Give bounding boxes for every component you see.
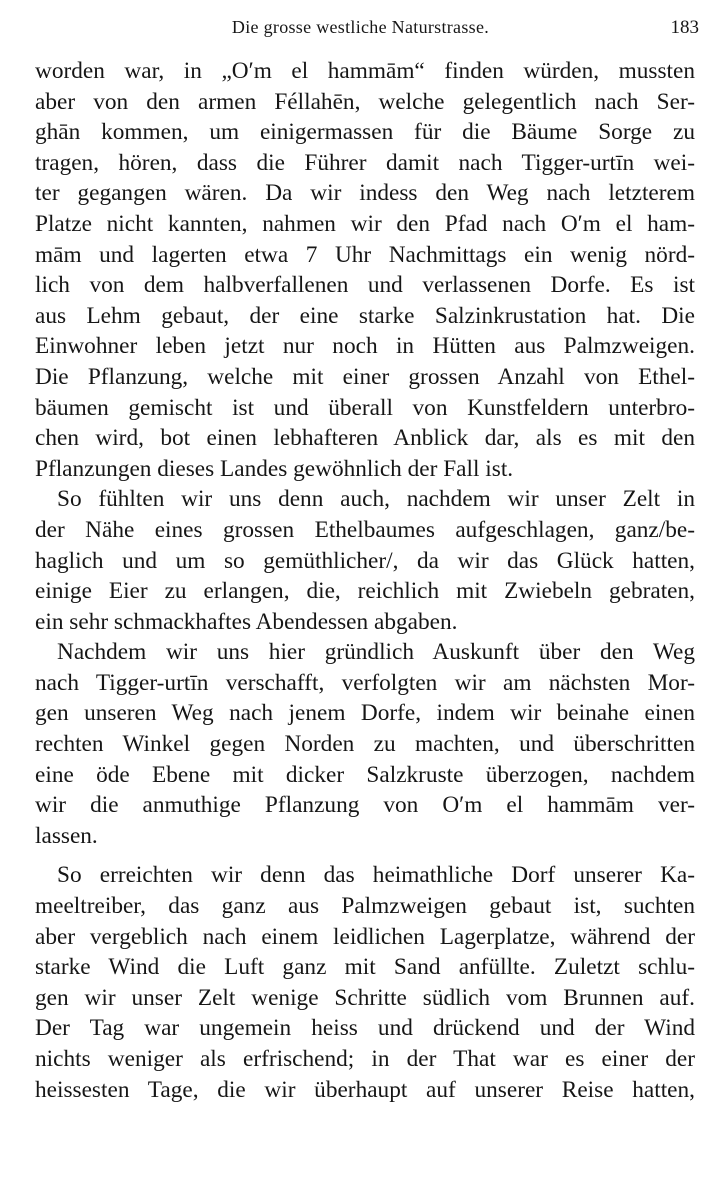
text-line: lassen. <box>35 822 98 849</box>
text-line: gen wir unser Zelt wenige Schritte südlich vom Brunnen auf. <box>35 984 695 1011</box>
paragraph-4 <box>35 860 695 1105</box>
text-line: wir die anmuthige Pflanzung von Oʹm el hammām ver- <box>35 792 695 819</box>
text-line: So fühlten wir uns denn auch, nachdem wir unser Zelt in <box>57 486 695 513</box>
text-line: Einwohner leben jetzt nur noch in Hütten aus Palmzweigen. <box>35 333 695 360</box>
text-line: einige Eier zu erlangen, die, reichlich mit Zwiebeln gebraten, <box>35 578 695 605</box>
page-number: 183 <box>670 17 699 38</box>
text-line: ein sehr schmackhaftes Abendessen abgaben. <box>35 608 458 635</box>
text-line: bäumen gemischt ist und überall von Kunstfeldern unterbro- <box>35 394 695 421</box>
text-line: worden war, in „Oʹm el hammām“ finden würden, mussten <box>35 58 695 84</box>
text-line: gen unseren Weg nach jenem Dorfe, indem wir beinahe einen <box>35 700 695 727</box>
text-line: lich von dem halbverfallenen und verlassenen Dorfe. Es ist <box>35 272 695 299</box>
text-line: eine öde Ebene mit dicker Salzkruste überzogen, nachdem <box>35 761 695 788</box>
text-line: mām und lagerten etwa 7 Uhr Nachmittags ein wenig nörd- <box>35 241 695 268</box>
text-line: So erreichten wir denn das heimathliche Dorf unserer Ka- <box>57 862 695 889</box>
text-line: rechten Winkel gegen Norden zu machten, und überschritten <box>35 731 695 758</box>
text-line: starke Wind die Luft ganz mit Sand anfüllte. Zuletzt schlu- <box>35 954 695 981</box>
text-line: ghān kommen, um einigermassen für die Bäume Sorge zu <box>35 119 695 146</box>
paragraph-2 <box>35 484 695 637</box>
paragraph-1 <box>35 56 695 484</box>
paragraph-spacer <box>35 851 695 860</box>
paragraph-3 <box>35 637 695 851</box>
text-line: tragen, hören, dass die Führer damit nach Tigger-urtīn wei- <box>35 149 695 176</box>
text-line: Der Tag war ungemein heiss und drückend und der Wind <box>35 1015 695 1042</box>
text-line: aus Lehm gebaut, der eine starke Salzinkrustation hat. Die <box>35 302 695 329</box>
text-line: nach Tigger-urtīn verschafft, verfolgten wir am nächsten Mor- <box>35 669 695 696</box>
text-line: chen wird, bot einen lebhafteren Anblick dar, als es mit den <box>35 425 695 452</box>
text-line: nichts weniger als erfrischend; in der That war es einer der <box>35 1046 695 1072</box>
text-line: aber vergeblich nach einem leidlichen Lagerplatze, während der <box>35 923 695 950</box>
text-line: aber von den armen Féllahēn, welche gelegentlich nach Ser- <box>35 88 695 115</box>
text-line: Platze nicht kannten, nahmen wir den Pfad nach Oʹm el ham- <box>35 210 695 237</box>
text-line: Nachdem wir uns hier gründlich Auskunft über den Weg <box>57 639 695 666</box>
running-title: Die grosse westliche Naturstrasse. <box>231 17 490 37</box>
text-line: haglich und um so gemüthlicher/, da wir das Glück hatten, <box>35 547 695 574</box>
text-line: heissesten Tage, die wir überhaupt auf unserer Reise hatten, <box>35 1076 695 1103</box>
text-line: meeltreiber, das ganz aus Palmzweigen gebaut ist, suchten <box>35 893 695 920</box>
text-line: der Nähe eines grossen Ethelbaumes aufgeschlagen, ganz/be- <box>35 516 695 543</box>
text-line: Pflanzungen dieses Landes gewöhnlich der Fall ist. <box>35 455 514 482</box>
text-line: ter gegangen wären. Da wir indess den Weg nach letzterem <box>35 180 695 207</box>
text-line: Die Pflanzung, welche mit einer grossen Anzahl von Ethel- <box>35 363 695 390</box>
body-text <box>35 56 695 1105</box>
